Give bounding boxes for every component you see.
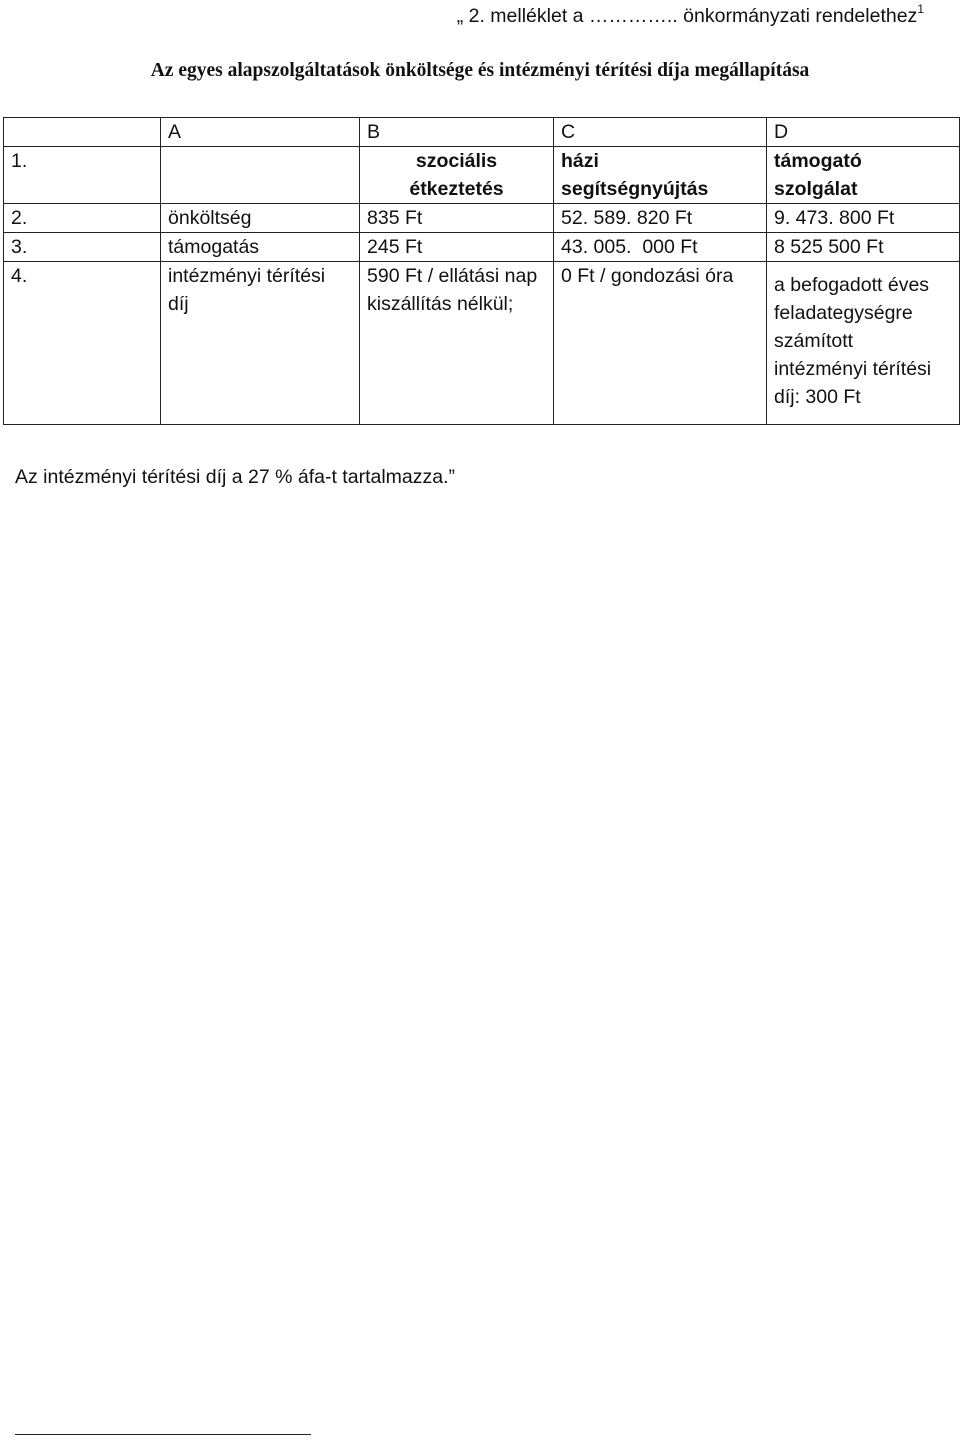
table-row bbox=[4, 147, 960, 204]
table-row bbox=[4, 204, 960, 233]
value-cell: 590 Ft / ellátási nap kiszállítás nélkül; bbox=[360, 262, 554, 425]
document-title: Az egyes alapszolgáltatások önköltsége és intézményi térítési díja megállapítása bbox=[150, 60, 810, 81]
column-letter-a: A bbox=[161, 118, 360, 147]
fee-table bbox=[3, 117, 960, 425]
footnote-marker: 1 bbox=[917, 2, 924, 16]
row-number: 1. bbox=[4, 147, 161, 204]
value-cell: 52. 589. 820 Ft bbox=[554, 204, 767, 233]
value-cell: 245 Ft bbox=[360, 233, 554, 262]
table-column-letter-row bbox=[4, 118, 960, 147]
row-number: 4. bbox=[4, 262, 161, 425]
row-number: 3. bbox=[4, 233, 161, 262]
table-row bbox=[4, 262, 960, 425]
value-cell: 0 Ft / gondozási óra bbox=[554, 262, 767, 425]
vat-note: Az intézményi térítési díj a 27 % áfa-t tartalmazza.” bbox=[15, 466, 456, 488]
table-cell-corner bbox=[4, 118, 161, 147]
footnote-separator bbox=[15, 1434, 311, 1435]
value-cell: a befogadott éves feladategységre számított intézményi térítési díj: 300 Ft bbox=[767, 262, 960, 425]
row-label-intezmenyi-teritesi-dij: intézményi térítési díj bbox=[161, 262, 360, 425]
service-header-szocialis-etkeztetes bbox=[360, 147, 554, 204]
row-label-onkoltseg: önköltség bbox=[161, 204, 360, 233]
value-cell: 43. 005. 000 Ft bbox=[554, 233, 767, 262]
service-header-text: szociális étkeztetés bbox=[409, 150, 504, 200]
annex-reference-text: „ 2. melléklet a ………….. önkormányzati rendelethez bbox=[456, 5, 918, 27]
value-cell: 835 Ft bbox=[360, 204, 554, 233]
table-cell bbox=[161, 147, 360, 204]
column-letter-b: B bbox=[360, 118, 554, 147]
service-header-hazi-segitsegnyujtas: házi segítségnyújtás bbox=[554, 147, 767, 204]
column-letter-d: D bbox=[767, 118, 960, 147]
annex-reference-header bbox=[457, 2, 924, 28]
row-label-tamogatas: támogatás bbox=[161, 233, 360, 262]
row-number: 2. bbox=[4, 204, 161, 233]
service-header-tamogato-szolgalat: támogató szolgálat bbox=[767, 147, 960, 204]
table-row bbox=[4, 233, 960, 262]
column-letter-c: C bbox=[554, 118, 767, 147]
value-cell: 8 525 500 Ft bbox=[767, 233, 960, 262]
value-cell: 9. 473. 800 Ft bbox=[767, 204, 960, 233]
